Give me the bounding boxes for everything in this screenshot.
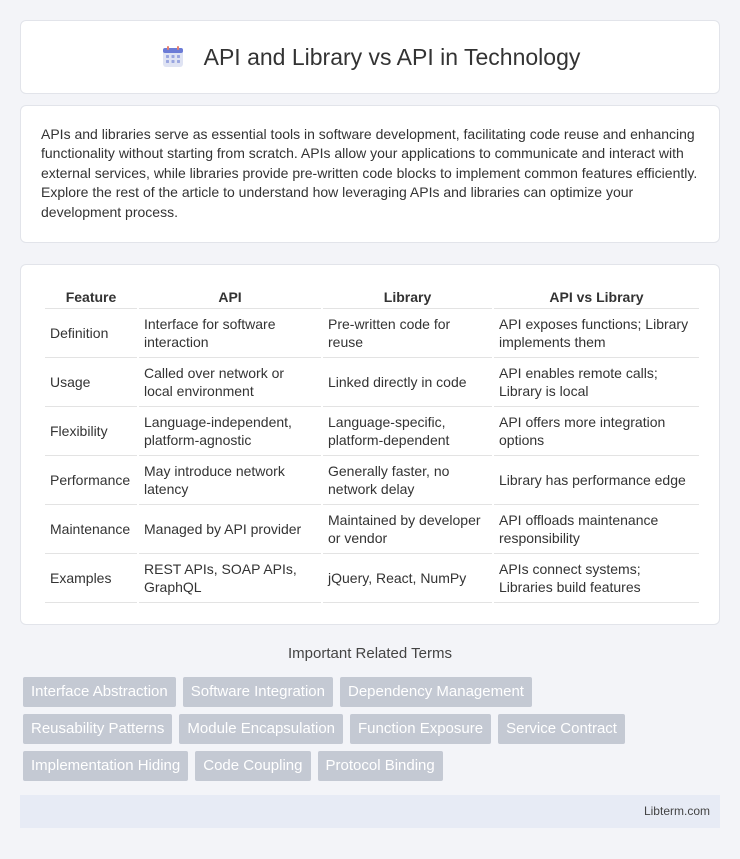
- tag-row: [23, 751, 723, 781]
- cell-api: Interface for software interaction: [139, 309, 321, 358]
- tag-service-contract[interactable]: Service Contract: [498, 714, 625, 744]
- calendar-icon: [160, 44, 186, 70]
- cell-comparison: API enables remote calls; Library is local: [494, 358, 699, 407]
- table-row: [45, 309, 699, 358]
- header-library: Library: [323, 285, 492, 309]
- title-card: [20, 20, 720, 94]
- tag-interface-abstraction[interactable]: Interface Abstraction: [23, 677, 176, 707]
- cell-api: REST APIs, SOAP APIs, GraphQL: [139, 554, 321, 603]
- header-api: API: [139, 285, 321, 309]
- footer: [20, 795, 720, 828]
- tag-software-integration[interactable]: Software Integration: [183, 677, 333, 707]
- table-row: [45, 407, 699, 456]
- cell-feature: Flexibility: [45, 407, 137, 456]
- intro-card: [20, 105, 720, 243]
- tag-implementation-hiding[interactable]: Implementation Hiding: [23, 751, 188, 781]
- intro-text: APIs and libraries serve as essential tools in software development, facilitating code reuse and enhancing functionality without starting from scratch. APIs allow your applications to communicate and interact with external services, while libraries provide pre-written code blocks to implement common features efficiently. Explore the rest of the article to understand how leveraging APIs and libraries can optimize your development process.: [41, 126, 698, 220]
- cell-comparison: APIs connect systems; Libraries build features: [494, 554, 699, 603]
- related-terms-title: Important Related Terms: [288, 645, 452, 662]
- table-row: [45, 358, 699, 407]
- cell-feature: Examples: [45, 554, 137, 603]
- table-header-row: [45, 285, 699, 309]
- comparison-card: [20, 264, 720, 625]
- tag-module-encapsulation[interactable]: Module Encapsulation: [179, 714, 343, 744]
- cell-library: Linked directly in code: [323, 358, 492, 407]
- tag-row: [23, 714, 723, 744]
- tag-function-exposure[interactable]: Function Exposure: [350, 714, 491, 744]
- header-api-vs-library: API vs Library: [494, 285, 699, 309]
- table-row: [45, 554, 699, 603]
- tag-row: [23, 677, 723, 707]
- tag-dependency-management[interactable]: Dependency Management: [340, 677, 532, 707]
- cell-api: Managed by API provider: [139, 505, 321, 554]
- tag-reusability-patterns[interactable]: Reusability Patterns: [23, 714, 172, 744]
- header-feature: Feature: [45, 285, 137, 309]
- cell-library: Language-specific, platform-dependent: [323, 407, 492, 456]
- table-row: [45, 456, 699, 505]
- comparison-table: [43, 285, 701, 603]
- cell-feature: Performance: [45, 456, 137, 505]
- cell-feature: Usage: [45, 358, 137, 407]
- cell-library: Generally faster, no network delay: [323, 456, 492, 505]
- cell-library: Maintained by developer or vendor: [323, 505, 492, 554]
- related-terms-list: [23, 677, 723, 788]
- tag-code-coupling[interactable]: Code Coupling: [195, 751, 310, 781]
- cell-comparison: API offloads maintenance responsibility: [494, 505, 699, 554]
- cell-api: Language-independent, platform-agnostic: [139, 407, 321, 456]
- cell-api: Called over network or local environment: [139, 358, 321, 407]
- cell-library: Pre-written code for reuse: [323, 309, 492, 358]
- cell-comparison: API exposes functions; Library implements them: [494, 309, 699, 358]
- cell-api: May introduce network latency: [139, 456, 321, 505]
- cell-library: jQuery, React, NumPy: [323, 554, 492, 603]
- cell-comparison: API offers more integration options: [494, 407, 699, 456]
- table-row: [45, 505, 699, 554]
- cell-comparison: Library has performance edge: [494, 456, 699, 505]
- cell-feature: Definition: [45, 309, 137, 358]
- cell-feature: Maintenance: [45, 505, 137, 554]
- tag-protocol-binding[interactable]: Protocol Binding: [318, 751, 443, 781]
- footer-brand[interactable]: Libterm.com: [643, 804, 710, 818]
- page-title: API and Library vs API in Technology: [203, 43, 581, 70]
